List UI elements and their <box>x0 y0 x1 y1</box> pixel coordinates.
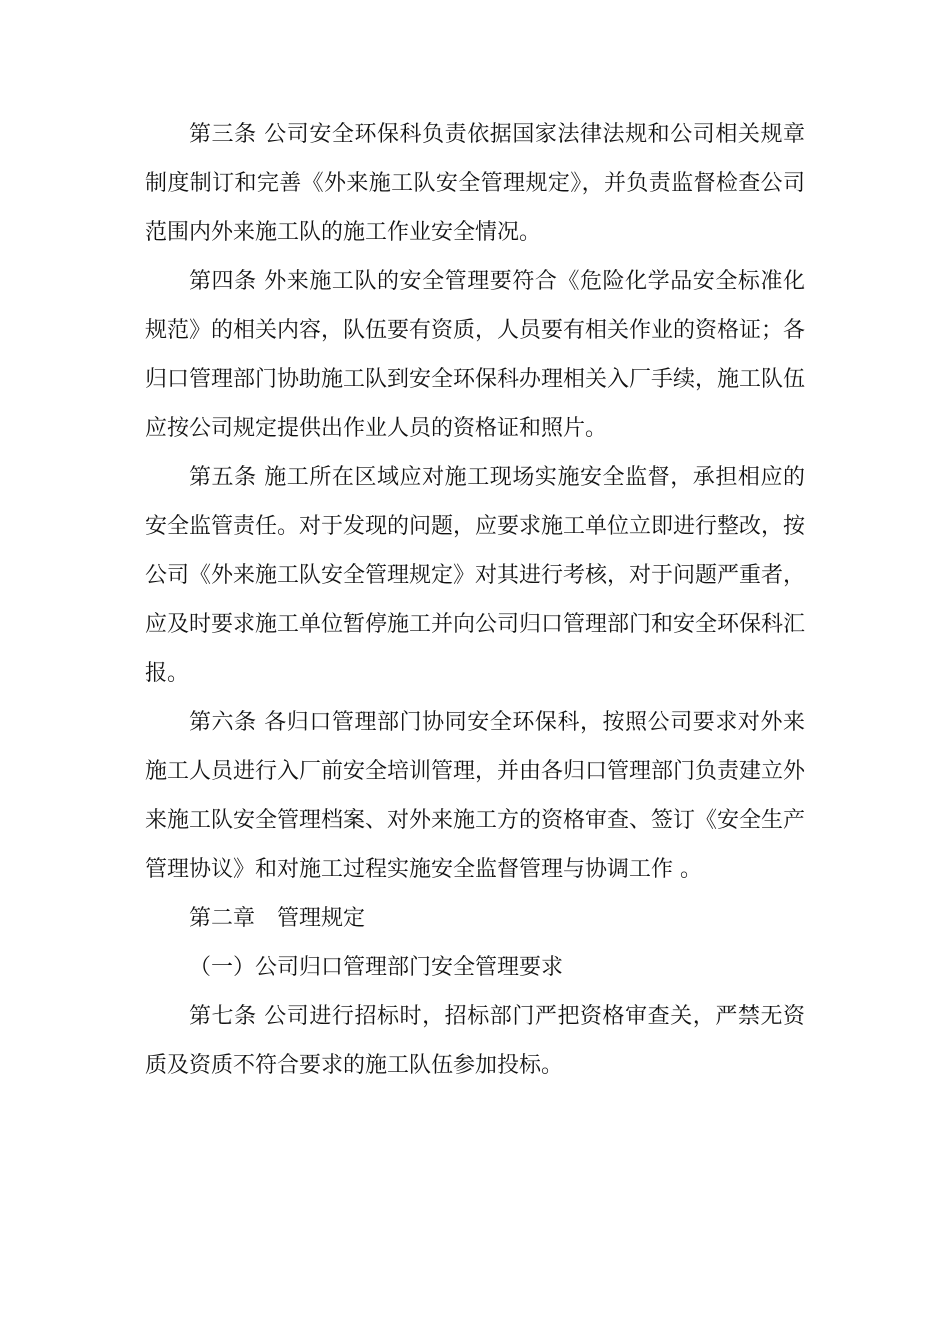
article-3-paragraph: 第三条 公司安全环保科负责依据国家法律法规和公司相关规章制度制订和完善《外来施工队安全管理规定》，并负责监督检查公司范围内外来施工队的施工作业安全情况。 <box>145 122 805 245</box>
article-6-paragraph: 第六条 各归口管理部门协同安全环保科，按照公司要求对外来施工人员进行入厂前安全培训管理，并由各归口管理部门负责建立外来施工队安全管理档案、对外来施工方的资格审查、签订《安全生产管理协议》和对施工过程实施安全监督管理与协调工作 。 <box>145 710 806 882</box>
chapter-heading: 第二章 管理规定 <box>189 906 366 931</box>
article-5-paragraph: 第五条 施工所在区域应对施工现场实施安全监督，承担相应的安全监管责任。对于发现的问题，应要求施工单位立即进行整改，按公司《外来施工队安全管理规定》对其进行考核，对于问题严重者，应及时要求施工单位暂停施工并向公司归口管理部门和安全环保科汇报。 <box>145 465 806 686</box>
article-7-paragraph: 第七条 公司进行招标时，招标部门严把资格审查关，严禁无资质及资质不符合要求的施工队伍参加投标。 <box>145 1004 805 1078</box>
article-4-paragraph: 第四条 外来施工队的安全管理要符合《危险化学品安全标准化规范》的相关内容，队伍要有资质，人员要有相关作业的资格证；各归口管理部门协助施工队到安全环保科办理相关入厂手续，施工队伍应按公司规定提供出作业人员的资格证和照片。 <box>145 269 806 441</box>
section-heading: （一）公司归口管理部门安全管理要求 <box>189 955 564 980</box>
document-body <box>145 110 805 1090</box>
